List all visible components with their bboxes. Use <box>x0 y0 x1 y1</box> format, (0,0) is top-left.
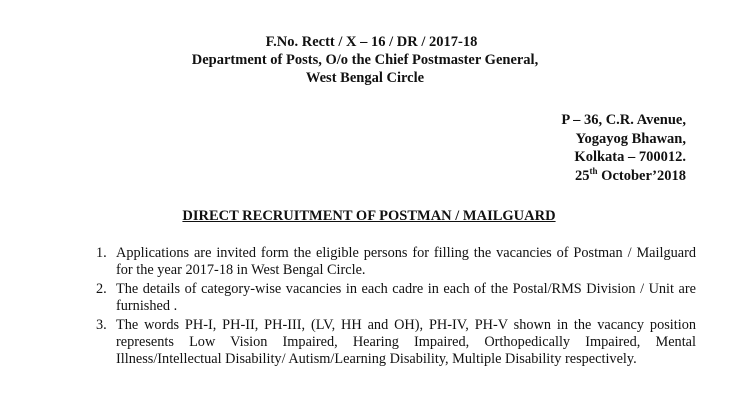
date-suffix: th <box>589 165 598 176</box>
file-number: F.No. Rectt / X – 16 / DR / 2017-18 <box>265 34 478 50</box>
document-date <box>561 167 686 186</box>
document-title: DIRECT RECRUITMENT OF POSTMAN / MAILGUARD <box>182 208 556 224</box>
list-item <box>96 281 696 315</box>
item-text: The details of category-wise vacancies in each cadre in each of the Postal/RMS Division / Unit are furnished . <box>116 281 696 314</box>
date-month-year: October’2018 <box>597 167 686 184</box>
item-number: 3. <box>96 317 107 333</box>
address-line-3: Kolkata – 700012. <box>574 149 686 165</box>
date-day: 25 <box>575 167 590 184</box>
address-line-2: Yogayog Bhawan, <box>575 130 686 147</box>
circle-name: West Bengal Circle <box>305 70 425 86</box>
office-address <box>561 111 686 185</box>
document-header <box>0 33 730 87</box>
notice-items-list <box>96 245 696 370</box>
department-name: Department of Posts, O/o the Chief Postmaster General, <box>191 52 539 68</box>
list-item <box>96 245 696 279</box>
item-text: Applications are invited form the eligible persons for filling the vacancies of Postman / Mailguard for the year 2017-18 in West Bengal Circle. <box>116 245 696 278</box>
item-text: The words PH-I, PH-II, PH-III, (LV, HH and OH), PH-IV, PH-V shown in the vacancy position represents Low Vision Impaired, Hearing Impaired, Orthopedically Impaired, Mental Illness/Intellectual Disability/ Autism/Learning Disability, Multiple Disability respectively. <box>116 317 696 367</box>
item-number: 1. <box>96 245 107 261</box>
address-line-1: P – 36, C.R. Avenue, <box>561 112 686 128</box>
list-item <box>96 317 696 368</box>
item-number: 2. <box>96 281 107 297</box>
